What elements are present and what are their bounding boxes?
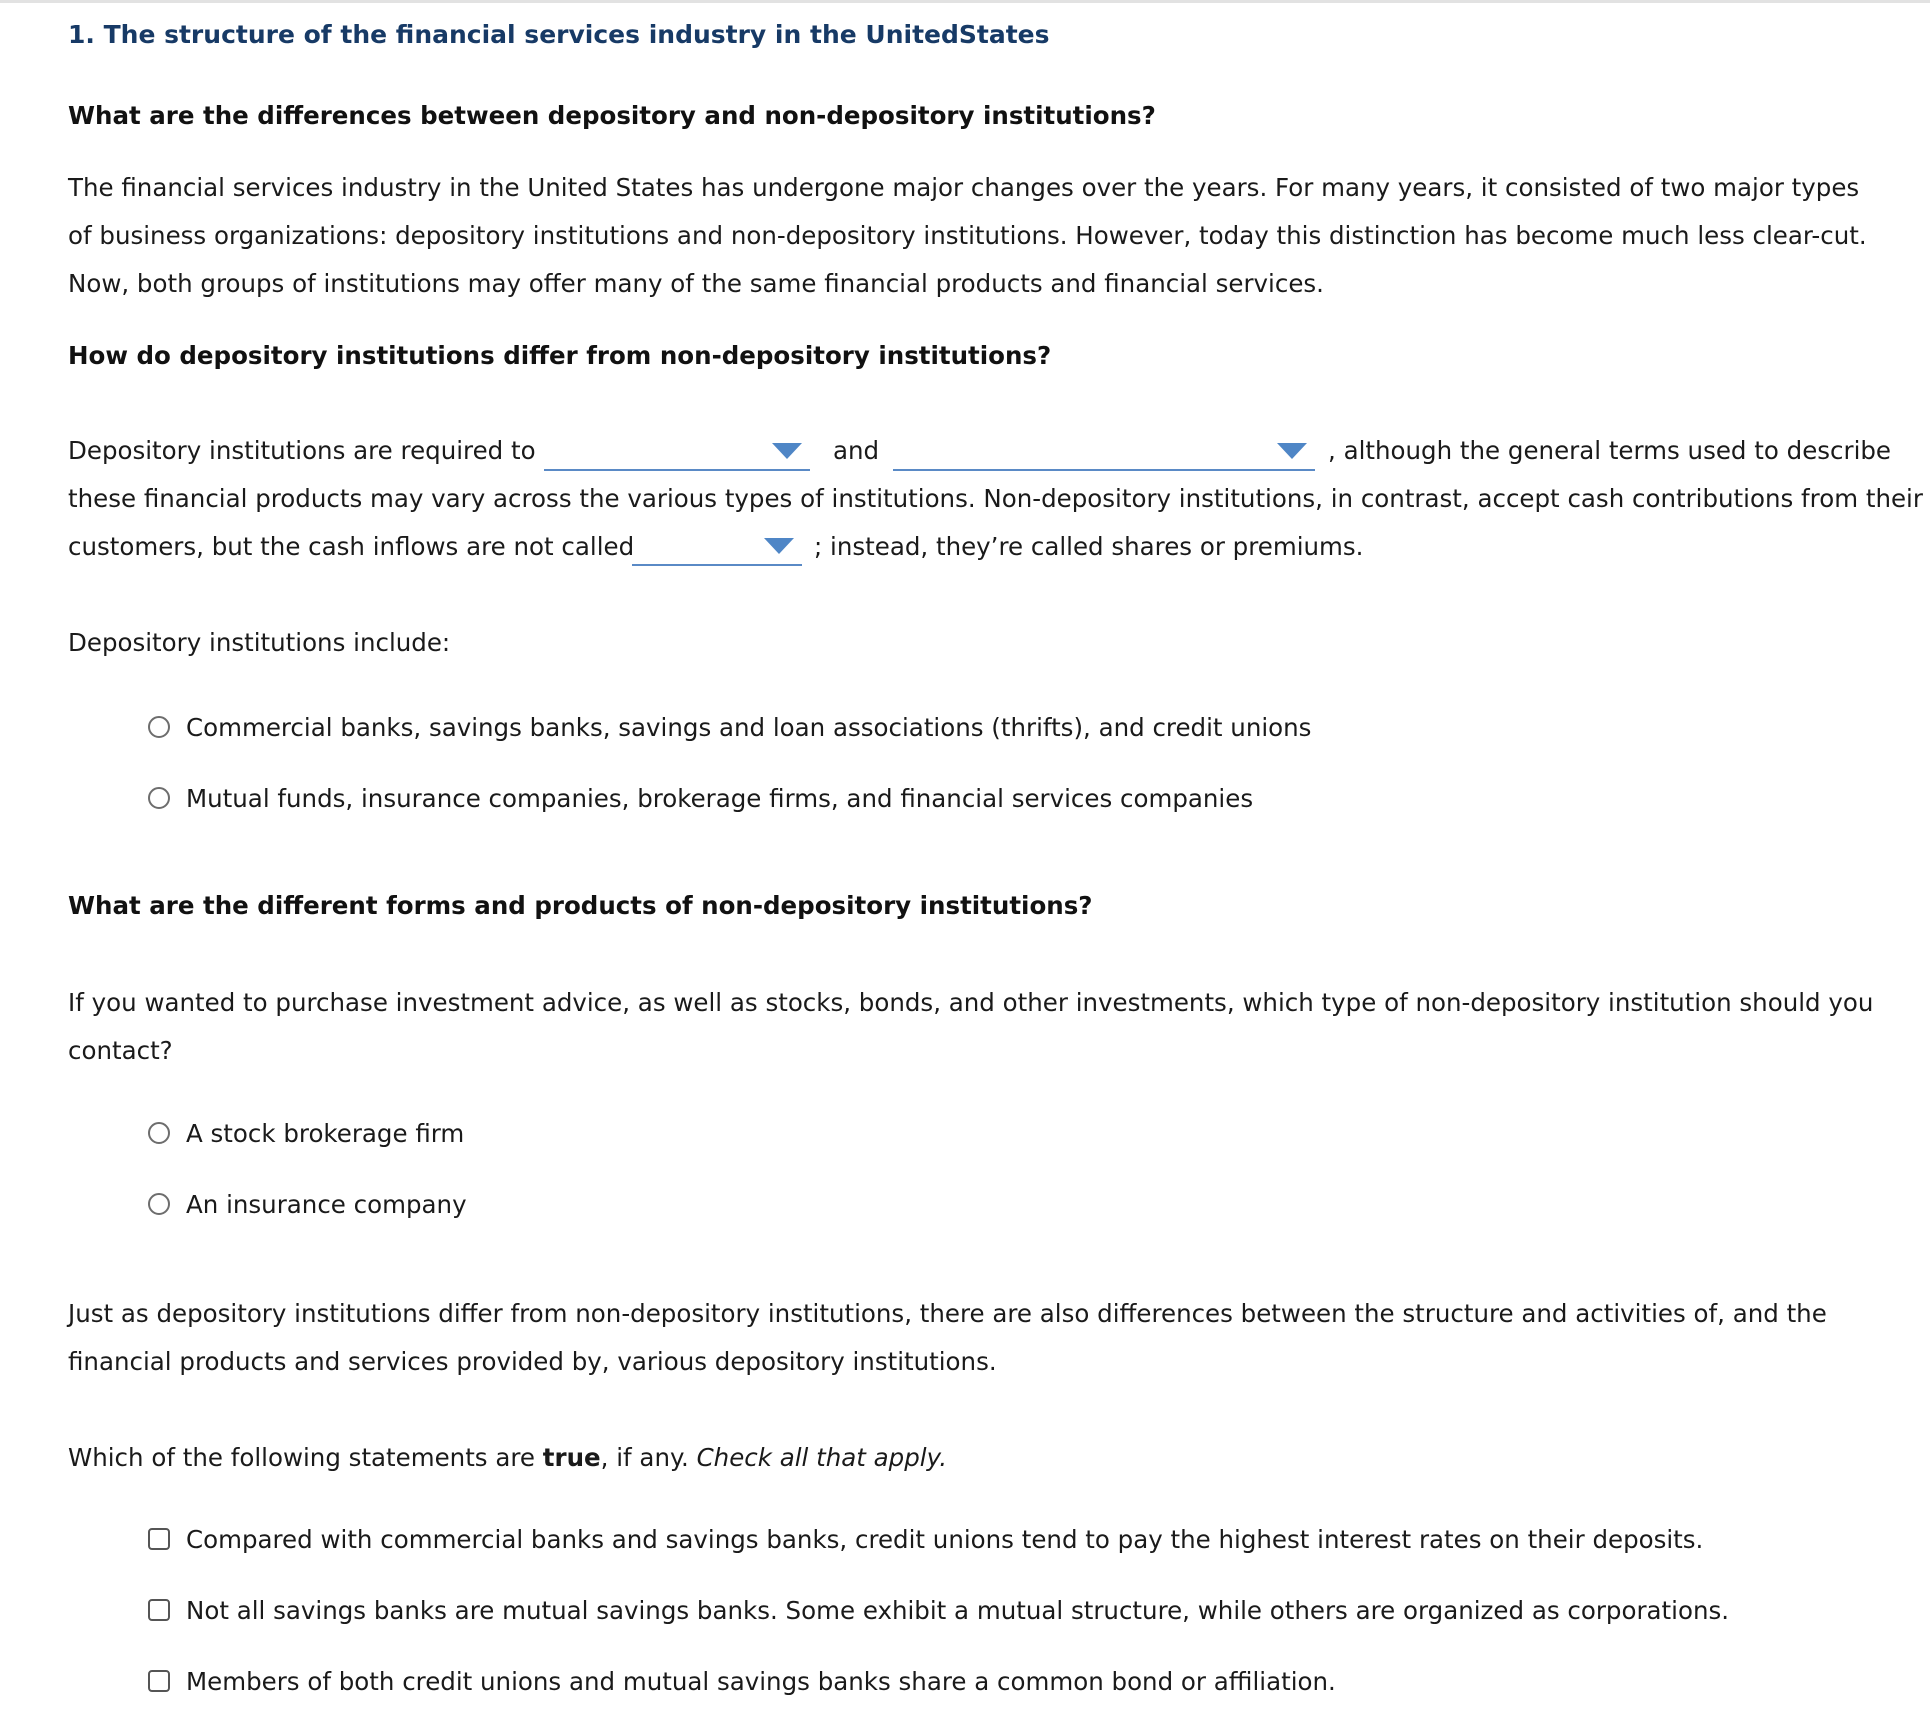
top-divider xyxy=(0,0,1930,3)
fill-in-text-5: customers, but the cash inflows are not called xyxy=(68,532,635,561)
fill-in-text-6: ; instead, they’re called shares or premiums. xyxy=(814,532,1364,561)
prompt-text: Which of the following statements are xyxy=(68,1443,543,1472)
section-heading-forms-products: What are the different forms and products of non-depository institutions? xyxy=(68,891,1093,920)
radio-button[interactable] xyxy=(148,787,170,809)
dropdown-required-to-2[interactable] xyxy=(893,435,1315,471)
radio-option-label: An insurance company xyxy=(186,1189,467,1219)
prompt-text-mid: , if any. xyxy=(600,1443,697,1472)
check-all-prompt xyxy=(68,1443,947,1472)
section-heading-how-differ: How do depository institutions differ from non-depository institutions? xyxy=(68,341,1052,370)
fill-in-text-1: Depository institutions are required to xyxy=(68,436,536,465)
checkbox[interactable] xyxy=(148,1670,170,1692)
radio-button[interactable] xyxy=(148,1193,170,1215)
radio-option-non-depository[interactable] xyxy=(148,778,1253,818)
dropdown-not-called[interactable] xyxy=(632,530,802,566)
radio-option-label: Commercial banks, savings banks, savings and loan associations (thrifts), and credit unions xyxy=(186,712,1312,742)
dropdown-required-to-1[interactable] xyxy=(544,435,810,471)
caret-down-icon xyxy=(1277,443,1307,459)
checkbox-option-savings-banks-structure[interactable] xyxy=(148,1590,1729,1630)
caret-down-icon xyxy=(772,443,802,459)
radio-option-insurance[interactable] xyxy=(148,1184,467,1224)
prompt-emphasis: true xyxy=(542,1443,601,1472)
investment-question-prompt: If you wanted to purchase investment advice, as well as stocks, bonds, and other investments, which type of non-depository institution should you contact? xyxy=(68,988,1874,1065)
checkbox-option-label: Members of both credit unions and mutual savings banks share a common bond or affiliation. xyxy=(186,1666,1336,1696)
fill-in-text-3: , although the general terms used to describe xyxy=(1328,436,1892,465)
radio-option-label: Mutual funds, insurance companies, brokerage firms, and financial services companies xyxy=(186,783,1254,813)
checkbox-option-credit-unions-rates[interactable] xyxy=(148,1519,1703,1559)
radio-option-label: A stock brokerage firm xyxy=(186,1118,465,1148)
intro-paragraph: The financial services industry in the United States has undergone major changes over the years. For many years, it consisted of two major types of business organizations: depository institutions and non-depository institutions. However, today this distinction has become much less clear-cut. Now, both groups of institutions may offer many of the same financial products and financial services. xyxy=(68,173,1867,298)
checkbox[interactable] xyxy=(148,1599,170,1621)
fill-in-text-and: and xyxy=(833,436,880,465)
caret-down-icon xyxy=(764,538,794,554)
fill-in-text-4: these financial products may vary across the various types of institutions. Non-depository institutions, in contrast, accept cash contributions from their xyxy=(68,484,1923,513)
differences-paragraph: Just as depository institutions differ from non-depository institutions, there are also differences between the structure and activities of, and the financial products and services provided by, various depository institutions. xyxy=(68,1299,1827,1376)
radio-button[interactable] xyxy=(148,716,170,738)
question-title: 1. The structure of the financial services industry in the UnitedStates xyxy=(68,20,1050,49)
radio-button[interactable] xyxy=(148,1122,170,1144)
section-heading-differences: What are the differences between depository and non-depository institutions? xyxy=(68,101,1156,130)
checkbox-option-common-bond[interactable] xyxy=(148,1661,1336,1701)
radio-option-brokerage[interactable] xyxy=(148,1113,464,1153)
checkbox[interactable] xyxy=(148,1528,170,1550)
checkbox-option-label: Not all savings banks are mutual savings banks. Some exhibit a mutual structure, while others are organized as corporations. xyxy=(186,1595,1730,1625)
radio-option-depository[interactable] xyxy=(148,707,1311,747)
checkbox-option-label: Compared with commercial banks and savings banks, credit unions tend to pay the highest interest rates on their deposits. xyxy=(186,1524,1704,1554)
depository-include-label: Depository institutions include: xyxy=(68,628,451,657)
prompt-instruction: Check all that apply. xyxy=(696,1443,947,1472)
